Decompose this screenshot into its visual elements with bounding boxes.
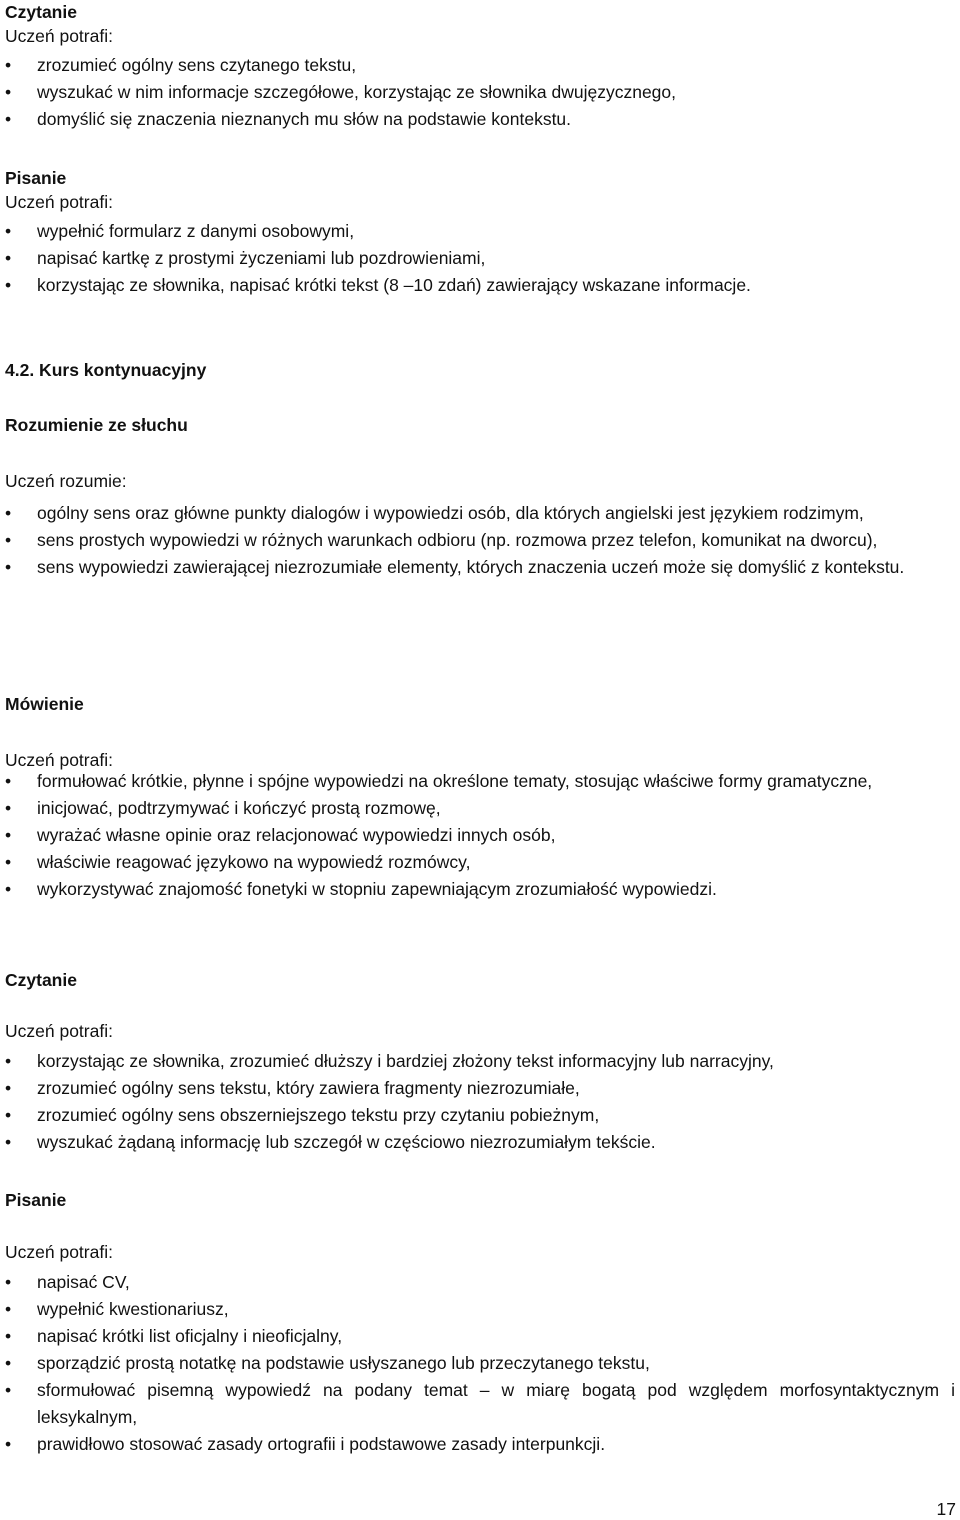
list-item: • zrozumieć ogólny sens tekstu, który zawiera fragmenty niezrozumiałe,: [5, 1075, 955, 1102]
list-item: • właściwie reagować językowo na wypowiedź rozmówcy,: [5, 849, 955, 876]
bullet-list: [5, 1269, 955, 1458]
bullet-list: [5, 218, 955, 299]
bullet-icon: •: [5, 771, 12, 791]
list-item: • wypełnić formularz z danymi osobowymi,: [5, 218, 955, 245]
bullet-icon: •: [5, 530, 12, 550]
bullet-icon: •: [5, 1434, 12, 1454]
list-item: • zrozumieć ogólny sens czytanego tekstu,: [5, 52, 955, 79]
bullet-icon: •: [5, 1272, 12, 1292]
list-item: • wykorzystywać znajomość fonetyki w stopniu zapewniającym zrozumiałość wypowiedzi.: [5, 876, 955, 903]
section-intro: Uczeń potrafi:: [5, 1021, 113, 1041]
list-item: • korzystając ze słownika, napisać krótki tekst (8 –10 zdań) zawierający wskazane informacje.: [5, 272, 955, 299]
bullet-icon: •: [5, 248, 12, 268]
list-item: • sformułować pisemną wypowiedź na podany temat – w miarę bogatą pod względem morfosyntaktycznym i leksykalnym,: [5, 1377, 955, 1431]
bullet-icon: •: [5, 557, 12, 577]
bullet-icon: •: [5, 852, 12, 872]
bullet-icon: •: [5, 1105, 12, 1125]
bullet-icon: •: [5, 1078, 12, 1098]
list-item: • wyszukać żądaną informację lub szczegół w częściowo niezrozumiałym tekście.: [5, 1129, 955, 1156]
section-heading: Rozumienie ze słuchu: [5, 415, 188, 435]
bullet-icon: •: [5, 109, 12, 129]
bullet-icon: •: [5, 55, 12, 75]
list-item: • korzystając ze słownika, zrozumieć dłuższy i bardziej złożony tekst informacyjny lub narracyjny,: [5, 1048, 955, 1075]
section-czytanie-advanced: [5, 968, 955, 1152]
page-number: 17: [936, 1499, 956, 1519]
section-mowienie: [5, 692, 955, 899]
bullet-icon: •: [5, 82, 12, 102]
bullet-icon: •: [5, 1353, 12, 1373]
section-intro: Uczeń potrafi:: [5, 26, 113, 46]
bullet-icon: •: [5, 503, 12, 523]
list-item: • formułować krótkie, płynne i spójne wypowiedzi na określone tematy, stosując właściwe formy gramatyczne,: [5, 768, 955, 795]
course-title: 4.2. Kurs kontynuacyjny: [5, 360, 207, 380]
section-heading: Mówienie: [5, 694, 84, 714]
bullet-icon: •: [5, 1299, 12, 1319]
list-item: • sporządzić prostą notatkę na podstawie usłyszanego lub przeczytanego tekstu,: [5, 1350, 955, 1377]
list-item: • prawidłowo stosować zasady ortografii i podstawowe zasady interpunkcji.: [5, 1431, 955, 1458]
bullet-icon: •: [5, 1326, 12, 1346]
bullet-icon: •: [5, 825, 12, 845]
section-pisanie-basic: [5, 166, 955, 299]
section-intro: Uczeń potrafi:: [5, 750, 113, 770]
section-heading: Czytanie: [5, 2, 77, 22]
list-item: • domyślić się znaczenia nieznanych mu słów na podstawie kontekstu.: [5, 106, 955, 133]
section-intro: Uczeń potrafi:: [5, 192, 113, 212]
bullet-icon: •: [5, 879, 12, 899]
bullet-icon: •: [5, 798, 12, 818]
bullet-icon: •: [5, 221, 12, 241]
bullet-list: [5, 1048, 955, 1156]
section-heading: Pisanie: [5, 1190, 67, 1210]
list-item: • napisać kartkę z prostymi życzeniami lub pozdrowieniami,: [5, 245, 955, 272]
bullet-icon: •: [5, 1132, 12, 1152]
bullet-list: [5, 500, 955, 581]
section-intro: Uczeń rozumie:: [5, 471, 127, 491]
list-item: • zrozumieć ogólny sens obszerniejszego tekstu przy czytaniu pobieżnym,: [5, 1102, 955, 1129]
bullet-icon: •: [5, 275, 12, 295]
list-item: • inicjować, podtrzymywać i kończyć prostą rozmowę,: [5, 795, 955, 822]
list-item: • napisać krótki list oficjalny i nieoficjalny,: [5, 1323, 955, 1350]
bullet-list: [5, 52, 955, 133]
list-item: • napisać CV,: [5, 1269, 955, 1296]
section-intro: Uczeń potrafi:: [5, 1242, 113, 1262]
section-heading: Pisanie: [5, 168, 67, 188]
list-item: • sens prostych wypowiedzi w różnych warunkach odbioru (np. rozmowa przez telefon, komunikat na dworcu),: [5, 527, 955, 554]
section-pisanie-advanced: [5, 1188, 955, 1454]
section-rozumienie: [5, 413, 955, 577]
bullet-list: [5, 768, 955, 903]
list-item: • sens wypowiedzi zawierającej niezrozumiałe elementy, których znaczenia uczeń może się domyślić z kontekstu.: [5, 554, 955, 581]
list-item: • wyszukać w nim informacje szczegółowe, korzystając ze słownika dwujęzycznego,: [5, 79, 955, 106]
section-heading: Czytanie: [5, 970, 77, 990]
bullet-icon: •: [5, 1051, 12, 1071]
list-item: • wyrażać własne opinie oraz relacjonować wypowiedzi innych osób,: [5, 822, 955, 849]
bullet-icon: •: [5, 1380, 12, 1400]
section-czytanie-basic: [5, 0, 955, 133]
list-item: • ogólny sens oraz główne punkty dialogów i wypowiedzi osób, dla których angielski jest językiem rodzimym,: [5, 500, 955, 527]
list-item: • wypełnić kwestionariusz,: [5, 1296, 955, 1323]
